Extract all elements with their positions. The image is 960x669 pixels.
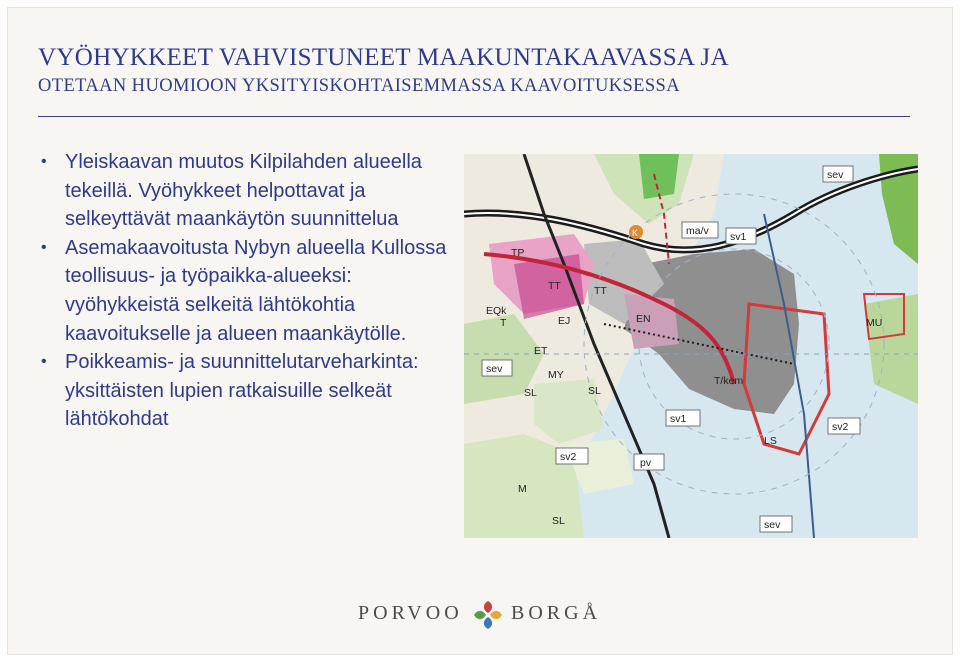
- map-label-sl: SL: [552, 515, 565, 527]
- map-label-ej: EJ: [558, 315, 571, 327]
- map-label-mu: MU: [866, 317, 883, 329]
- map-label-m: M: [518, 483, 527, 495]
- logo-text-porvoo: PORVOO: [358, 602, 463, 624]
- map-label-en: EN: [636, 313, 651, 325]
- map-label-sl: SL: [524, 387, 537, 399]
- map-label-t: T: [500, 317, 507, 329]
- slide: [7, 7, 953, 655]
- map-label-eqk: EQk: [486, 305, 507, 317]
- bullet-item: • Poikkeamis- ja suunnittelutarveharkinta: yksittäisten lupien ratkaisuille selkeät lähtökohdat: [41, 348, 471, 434]
- title-line-2: OTETAAN HUOMIOON YKSITYISKOHTAISEMMASSA KAAVOITUKSESSA: [38, 76, 681, 96]
- map-label-sv2: sv2: [560, 451, 577, 463]
- map-label-t-kem: T/kem: [714, 375, 744, 387]
- porvoo-borga-logo: [358, 598, 618, 634]
- map-label-my: MY: [548, 369, 564, 381]
- map-label-sev: sev: [486, 363, 503, 375]
- map-label-k: K: [632, 228, 639, 238]
- slide-title: [38, 44, 918, 97]
- map-label-tt: TT: [594, 285, 607, 297]
- map-label-sev: sev: [827, 169, 844, 181]
- map-label-tp: TP: [511, 247, 525, 259]
- map-label-tt: TT: [548, 280, 561, 292]
- map-label-sv1: sv1: [670, 413, 687, 425]
- map-label-et: ET: [534, 345, 548, 357]
- map-label-pv: pv: [640, 457, 652, 469]
- map-label-sv1: sv1: [730, 231, 747, 243]
- zoning-map: [464, 154, 918, 538]
- map-label-sl: SL: [588, 385, 601, 397]
- map-label-sev: sev: [764, 519, 781, 531]
- bullet-list: [41, 148, 471, 434]
- logo-text-borga: BORGÅ: [511, 602, 602, 624]
- bullet-item: • Yleiskaavan muutos Kilpilahden alueella tekeillä. Vyöhykkeet helpottavat ja selkeyttävät maankäytön suunnittelua: [41, 148, 471, 234]
- title-divider: [38, 116, 910, 117]
- city-emblem-icon: [471, 598, 505, 632]
- title-line-1: VYÖHYKKEET VAHVISTUNEET MAAKUNTAKAAVASSA JA: [38, 44, 729, 71]
- map-label-ls: LS: [764, 435, 777, 447]
- zoning-map-image: [464, 154, 918, 538]
- map-label-ma-v: ma/v: [686, 225, 709, 237]
- map-label-sv2: sv2: [832, 421, 849, 433]
- bullet-item: • Asemakaavoitusta Nybyn alueella Kullossa teollisuus- ja työpaikka-alueeksi: vyöhykkeistä selkeitä lähtökohtia kaavoitukselle ja alueen maankäytölle.: [41, 234, 471, 348]
